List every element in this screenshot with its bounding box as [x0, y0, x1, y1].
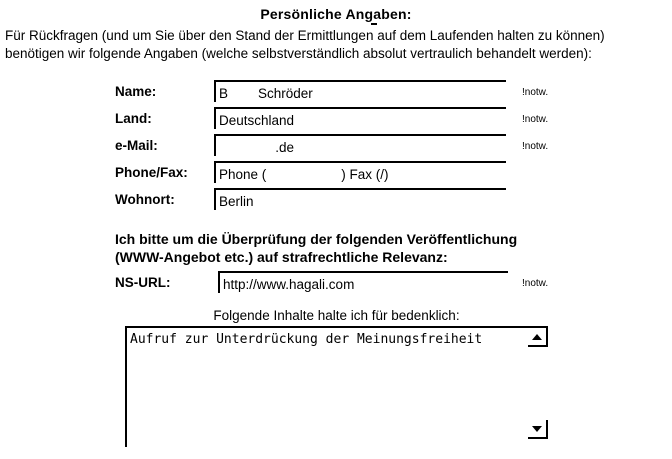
land-required-note: !notw.: [522, 114, 549, 125]
content-textarea[interactable]: Aufruf zur Unterdrückung der Meinungsfreiheit: [125, 326, 548, 447]
form-row-ns-url: [0, 271, 672, 297]
email-input[interactable]: [214, 134, 506, 156]
scroll-up-button[interactable]: [528, 328, 548, 347]
ns-url-input[interactable]: [218, 271, 508, 293]
form-row-email: [0, 134, 672, 160]
form-row-wohnort: [0, 188, 672, 214]
intro-line-2: benötigen wir folgende Angaben (welche selbstverständlich absolut vertraulich behandelt werden):: [5, 46, 592, 61]
form-row-name: [0, 80, 672, 106]
email-required-note: !notw.: [522, 141, 549, 152]
name-input[interactable]: [214, 80, 506, 102]
intro-line-1: Für Rückfragen (und um Sie über den Stand der Ermittlungen auf dem Laufenden halten zu können): [5, 28, 605, 43]
phone-fax-input[interactable]: [214, 161, 506, 183]
scroll-down-button[interactable]: [528, 420, 548, 439]
land-input[interactable]: [214, 107, 506, 129]
name-required-note: !notw.: [522, 87, 549, 98]
land-label: Land:: [115, 111, 152, 126]
phone-fax-label: Phone/Fax:: [115, 165, 188, 180]
form-row-land: [0, 107, 672, 133]
ns-url-required-note: !notw.: [522, 278, 549, 289]
review-heading-line-1: Ich bitte um die Überprüfung der folgenden Veröffentlichung: [115, 231, 518, 247]
scroll-up-icon: [532, 334, 542, 340]
review-heading-line-2: (WWW-Angebot etc.) auf strafrechtliche Relevanz:: [115, 248, 448, 265]
textarea-label: Folgende Inhalte halte ich für bedenklich:: [213, 308, 460, 323]
name-label: Name:: [115, 84, 157, 99]
email-label: e-Mail:: [115, 138, 158, 153]
scroll-down-icon: [532, 426, 542, 432]
stray-mark: [371, 23, 377, 25]
wohnort-input[interactable]: [214, 188, 506, 210]
page-title: Persönliche Angaben:: [260, 6, 412, 22]
review-heading: [115, 231, 517, 266]
ns-url-label: NS-URL:: [115, 275, 171, 290]
wohnort-label: Wohnort:: [115, 192, 175, 207]
intro-text: [5, 27, 669, 63]
form-row-phone-fax: [0, 161, 672, 187]
